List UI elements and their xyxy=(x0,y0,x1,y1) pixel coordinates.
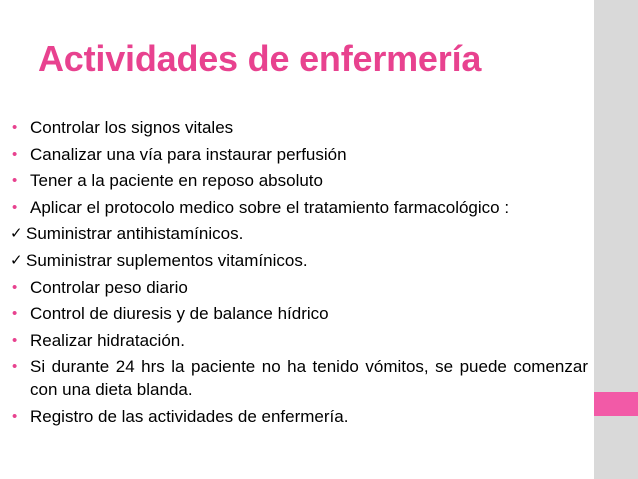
list-item-text: Controlar peso diario xyxy=(30,277,188,297)
bullet-dot-icon: • xyxy=(12,305,18,323)
bullet-dot-icon: • xyxy=(12,407,18,425)
checkmark-icon: ✓ xyxy=(10,250,23,269)
slide-title: Actividades de enfermería xyxy=(38,38,482,79)
checkmark-icon: ✓ xyxy=(10,224,23,243)
list-item-text: Tener a la paciente en reposo absoluto xyxy=(30,171,323,191)
list-item-text: Control de diuresis y de balance hídrico xyxy=(30,304,329,324)
bullet-dot-icon: • xyxy=(12,145,18,163)
list-item xyxy=(10,196,588,219)
list-item xyxy=(10,276,588,299)
list-item xyxy=(10,222,588,245)
list-item xyxy=(10,405,588,428)
bullet-dot-icon: • xyxy=(12,278,18,296)
list-item xyxy=(10,329,588,352)
bullet-dot-icon: • xyxy=(12,198,18,216)
side-accent-block xyxy=(594,392,638,416)
list-item-text: Controlar los signos vitales xyxy=(30,118,234,137)
list-item xyxy=(10,143,588,166)
bullet-dot-icon: • xyxy=(12,331,18,349)
list-item-text: Realizar hidratación. xyxy=(30,330,185,350)
bullet-list xyxy=(10,116,588,432)
bullet-dot-icon: • xyxy=(12,119,18,136)
list-item-text: Suministrar antihistamínicos. xyxy=(26,224,244,244)
list-item-text: Registro de las actividades de enfermería. xyxy=(30,406,349,426)
list-item xyxy=(10,116,588,139)
list-item-text: Aplicar el protocolo medico sobre el tratamiento farmacológico : xyxy=(30,197,510,217)
list-item-text: Canalizar una vía para instaurar perfusión xyxy=(30,144,347,164)
list-item xyxy=(10,249,588,272)
list-item xyxy=(10,169,588,192)
list-item xyxy=(10,302,588,325)
list-item xyxy=(10,355,588,401)
list-item-text: Si durante 24 hrs la paciente no ha tenido vómitos, se puede comenzar con una dieta blanda. xyxy=(30,357,588,400)
bullet-dot-icon: • xyxy=(12,172,18,190)
bullet-dot-icon: • xyxy=(12,358,18,376)
list-item-text: Suministrar suplementos vitamínicos. xyxy=(26,250,308,270)
